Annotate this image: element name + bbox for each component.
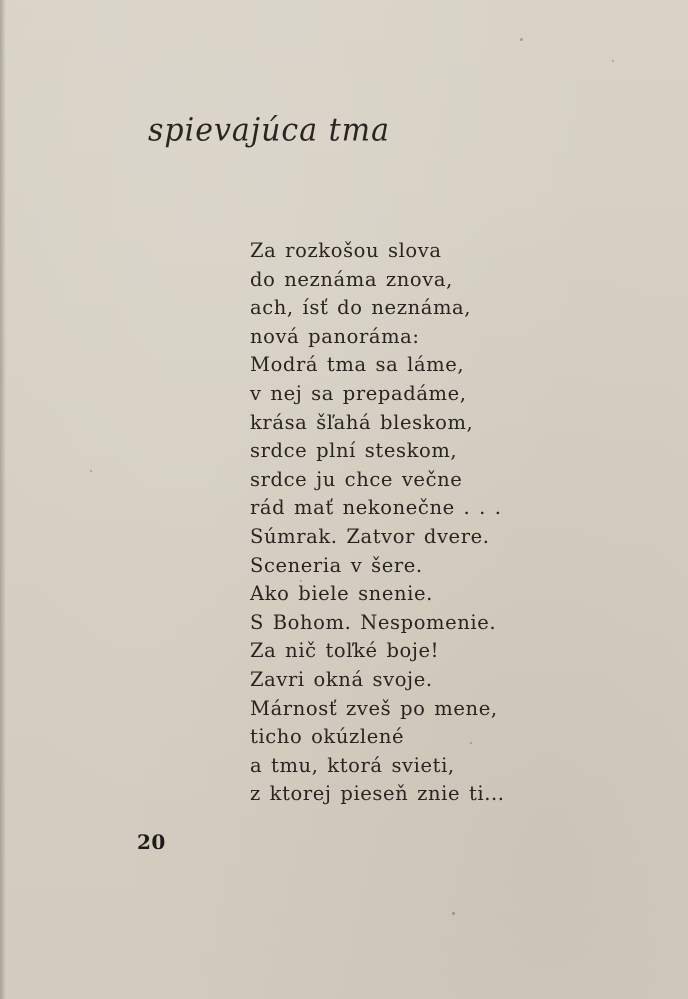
poem-title: spievajúca tma	[148, 112, 391, 149]
paper-speck	[520, 38, 523, 41]
poem-line: srdce plní steskom,	[250, 439, 458, 463]
poem-line: do neznáma znova,	[250, 267, 453, 291]
poem-line: Modrá tma sa láme,	[250, 353, 465, 377]
poem-line: Zavri okná svoje.	[250, 667, 433, 691]
poem-text	[250, 237, 505, 809]
paper-speck	[90, 470, 92, 472]
poem-line: Súmrak. Zatvor dvere.	[250, 524, 490, 548]
poem-line: S Bohom. Nespomenie.	[250, 610, 497, 634]
paper-speck	[470, 742, 472, 744]
poem-line: Sceneria v šere.	[250, 553, 423, 577]
poem-line: krása šľahá bleskom,	[250, 410, 474, 434]
poem-line: nová panoráma:	[250, 324, 420, 348]
poem-line: ach, ísť do neznáma,	[250, 296, 472, 320]
paper-speck	[300, 580, 302, 582]
poem-line: srdce ju chce večne	[250, 467, 463, 491]
poem-line: ticho okúzlené	[250, 725, 405, 749]
poem-line: z ktorej pieseň znie ti...	[250, 782, 505, 806]
page-edge-shadow	[0, 0, 6, 999]
poem-line: Za nič toľké boje!	[250, 639, 440, 663]
paper-speck	[612, 60, 614, 62]
poem-line: Za rozkošou slova	[250, 239, 442, 262]
poem-line: a tmu, ktorá svieti,	[250, 753, 455, 777]
poem-line: Ako biele snenie.	[250, 582, 433, 606]
paper-speck	[452, 912, 455, 915]
poem-line: Márnosť zveš po mene,	[250, 696, 498, 720]
poem-line: rád mať nekonečne . . .	[250, 496, 502, 520]
page-number: 20	[137, 830, 166, 854]
poem-line: v nej sa prepadáme,	[250, 381, 467, 405]
